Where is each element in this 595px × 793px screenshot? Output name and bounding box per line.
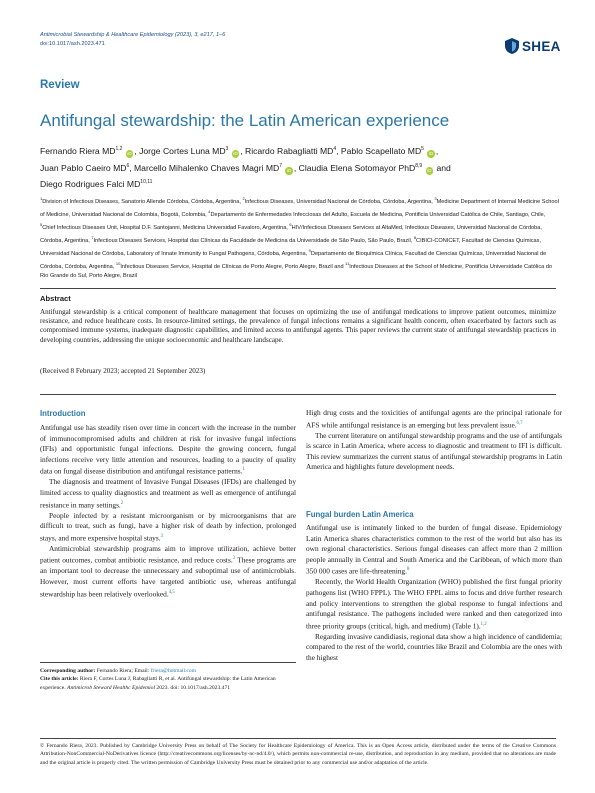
author-affil-sup: 8,9	[415, 163, 423, 170]
body-column-right-top	[306, 408, 562, 473]
divider	[40, 394, 556, 395]
abstract-heading: Abstract	[40, 294, 71, 303]
section-heading-introduction: Introduction	[40, 409, 86, 418]
divider	[40, 662, 296, 663]
citation-ref[interactable]: 4,5	[168, 589, 175, 595]
author-affil-sup: 6	[126, 163, 130, 170]
affil-sup: 6	[289, 221, 292, 227]
citation-ref[interactable]: 3	[232, 556, 236, 562]
logo-text: SHEA	[522, 38, 561, 54]
paragraph: Antifungal use has steadily risen over time in concert with the increase in the number of immunocompromised adults and children at risk for invasive fungal infections (IFIs) and opportunistic fungal infections. Despite the growing concern, fungal infections receive very little attention and resources, leading to a paucity of quality data on fungal disease distribution and antifungal resistance patterns.$^1$	[40, 423, 296, 476]
author-name: , Ricardo Rabagliatti MD	[240, 146, 334, 156]
author-line-2	[40, 163, 451, 175]
article-title: Antifungal stewardship: the Latin American experience	[40, 111, 450, 130]
affil-text: Medicine Department of Internal Medicine School of Medicine, Universidad Nacional de Colombia, Bogotá, Colombia,	[40, 198, 559, 218]
citation-ref[interactable]: 1	[242, 467, 245, 473]
affil-text: Division of Infectious Diseases, Sanatorio Allende Córdoba, Córdoba, Argentina,	[42, 198, 243, 205]
article-type: Review	[40, 79, 80, 91]
author-name: , Marcello Mihalenko Chaves Magri MD	[129, 163, 280, 173]
orcid-icon[interactable]: iD	[428, 151, 434, 156]
paragraph: High drug costs and the toxicities of antifungal agents are the principal rationale for AFS while antifungal resistance is an emerging but less prevalent issue.$^{6,7}$	[306, 408, 562, 430]
paragraph: The diagnosis and treatment of Invasive Fungal Diseases (IFDs) are challenged by limited access to quality diagnostics and treatment as well as emergence of antifungal resistance in many settings.$^2$	[40, 477, 296, 510]
affil-text: Departamento de Enfermedades Infecciosas del Adulto, Escuela de Medicina, Pontificia Universidad Católica de Chile, Santiago, Chile,	[210, 211, 546, 218]
copyright-notice: © Fernando Riera, 2023. Published by Cambridge University Press on behalf of The Society for Healthcare Epidemiology of America. This is an Open Access article, distributed under the terms of the Creative Commons Attribution-NonCommercial-NoDerivatives licence (http://creativecommons.org/licenses/by-nc-nd/4.0/), which permits non-commercial re-use, distribution, and reproduction in any medium, provided that no alterations are made and the original article is properly cited. The written permission of Cambridge University Press must be obtained prior to any commercial use and/or adaptation of the article.	[40, 743, 556, 766]
affil-sup: 7	[91, 234, 94, 240]
author-name: Fernando Riera MD	[40, 146, 116, 156]
paragraph: People infected by a resistant microorganism or by microorganisms that are difficult to treat, such as fungi, have a higher risk of death by infection, prolonged stays, and more expensive hospital stays.$^3$	[40, 510, 296, 543]
affil-text: CIBICI-CONICET, Facultad de Ciencias Químicas, Universidad Nacional de Córdoba, Laboratory of Innate Immunity to Fungal Pathogens, Córdoba, Argentina,	[40, 237, 542, 257]
author-line-3	[40, 179, 152, 189]
affil-sup: 4	[208, 208, 211, 214]
affil-text: Infectious Diseases Services, Hospital das Clínicas da Faculdade de Medicina da Universidade de São Paulo, São Paulo, Brazil,	[93, 237, 414, 244]
author-affil-sup: 7	[279, 163, 282, 170]
author-name: Juan Pablo Caeiro MD	[40, 163, 127, 173]
affil-sup: 3	[434, 196, 437, 201]
author-name: , Claudia Elena Sotomayor PhD	[293, 163, 416, 173]
orcid-icon[interactable]: iD	[127, 151, 132, 156]
email-link[interactable]: friera@hotmail.com	[150, 668, 197, 674]
paragraph: The current literature on antifungal stewardship programs and the use of antifungals is scarce in Latin America, where access to diagnostic and treatment to IFI is difficult. This review summarizes the current status of antifungal stewardship programs in Latin America and highlights future development needs.	[306, 430, 562, 472]
correspondence-block	[40, 667, 296, 692]
affil-text: Departamento de Bioquímica Clínica, Facultad de Ciencias Químicas, Universidad Nacional de Córdoba, Córdoba, Argentina,	[40, 250, 547, 270]
citation-ref[interactable]: 6,7	[516, 420, 523, 426]
affiliations	[40, 194, 560, 281]
affil-text: Chief Infectious Diseases Unit, Hospital D.F. Santojanni, Medicina Universidad Favaloro, Argentina,	[42, 224, 290, 231]
orcid-icon[interactable]: iD	[233, 151, 238, 156]
cite-this-article: Cite this article: Riera F, Cortes Luna J, Rabagliatti R, et al. Antifungal stewardship: the Latin American experience. Antimicrob Steward Healthc Epidemiol 2023. doi: 10.1017/ash.2023.471	[40, 676, 276, 691]
divider	[40, 738, 556, 739]
affil-text: HIV/Infectious Diseases Services at AltaMed, Infectious Diseases, Universidad Nacional de Córdoba, Córdoba, Argentina,	[40, 224, 542, 244]
orcid-icon[interactable]: iD	[286, 168, 292, 173]
divider	[40, 288, 556, 289]
journal-citation: Antimicrobial Stewardship & Healthcare Epidemiology (2023), 3, e217, 1–6	[40, 32, 226, 38]
affil-sup: 5	[40, 221, 43, 227]
affil-sup: 11	[345, 260, 350, 266]
author-name: , Pablo Scapellato MD	[336, 146, 422, 156]
author-affil-sup: 1,2	[115, 146, 123, 153]
author-name: Diego Rodrigues Falci MD	[40, 179, 141, 189]
section-heading-fungal-burden: Fungal burden Latin America	[306, 510, 414, 519]
author-affil-sup: 4	[333, 146, 337, 153]
paragraph: Regarding invasive candidiasis, regional data show a high incidence of candidemia; compared to the rest of the world, countries like Brazil and Colombia are the ones with the highest	[306, 631, 562, 662]
author-conjunction: and	[434, 163, 451, 173]
abstract-text: Antifungal stewardship is a critical component of healthcare management that focuses on optimizing the use of antifungal medications to improve patient outcomes, minimize resistance, and reduce healthcare costs. In resource-limited settings, the prevalence of fungal infections remains a significant health concern, often exacerbated by factors such as compromised immune systems, inadequate diagnostic capabilities, and limited access to antifungal agents. This paper reviews the current state of antifungal stewardship practices in developing countries, addressing the unique socioeconomic and healthcare landscape.	[40, 308, 556, 344]
author-name: , Jorge Cortes Luna MD	[134, 146, 226, 156]
affil-text: Infectious Diseases at the School of Medicine, Pontifícia Universidade Católica do Rio Grande do Sul, Porto Alegre, Brazil	[40, 263, 553, 279]
citation-ref[interactable]: 8	[406, 567, 410, 573]
affil-sup: 8	[413, 234, 417, 240]
paragraph: Antimicrobial stewardship programs aim to improve utilization, achieve better patient outcomes, combat antibiotic resistance, and reduce costs.$^3$ These programs are an important tool to decrease the unnecessary and suboptimal use of antimicrobials. However, most current efforts have targeted antibiotic use, whereas antifungal stewardship has been relatively overlooked.$^{4,5}$	[40, 543, 296, 599]
paragraph: Recently, the World Health Organization (WHO) published the first fungal priority pathogens list (WHO FPPL). The WHO FPPL aims to focus and drive further research and policy interventions to strengthen the global response to fungal infections and antifungal resistance. The pathogens included were ranked and then categorized into three priority groups (critical, high, and medium) (Table 1).$^{1,2}$	[306, 577, 562, 631]
citation-ref[interactable]: 2	[120, 500, 124, 506]
orcid-icon[interactable]: iD	[427, 168, 432, 173]
paragraph: Antifungal use is intimately linked to the burden of fungal disease. Epidemiology Latin America shares characteristics common to the rest of the world but also has its own regional characteristics. Serious fungal diseases can affect more than 2 million people annually in Central and South America and the Caribbean, of which more than 350 000 cases are life-threatening.$^8$	[306, 523, 562, 576]
affil-sup: 2	[242, 196, 245, 201]
doi-link[interactable]: doi:10.1017/ash.2023.471	[40, 41, 105, 47]
body-column-right-bottom	[306, 523, 562, 664]
affil-text: Infectious Diseases, Universidad Nacional de Córdoba, Córdoba, Argentina,	[244, 198, 435, 205]
citation-ref[interactable]: 1,2	[480, 621, 487, 627]
shea-logo	[505, 36, 561, 56]
author-affil-sup: 3	[225, 146, 229, 153]
author-affil-sup: 5	[421, 146, 424, 153]
author-affil-sup: 10,11	[140, 179, 153, 186]
citation-ref[interactable]: 3	[160, 533, 163, 539]
author-line-1: Fernando Riera MD$^{1,2}$ iD , Jorge Cortes Luna $MD^3$ iD , Ricardo Rabagliatti $MD^4$, Pablo Scapellato $MD^5$ iD ,	[40, 146, 439, 156]
affil-sup: 9	[308, 247, 311, 253]
body-column-left	[40, 423, 296, 600]
received-dates: (Received 8 February 2023; accepted 21 September 2023)	[40, 367, 206, 375]
corresponding-author: Corresponding author: Fernando Riera; Email: friera@hotmail.com	[40, 668, 197, 674]
affil-sup: 1	[40, 196, 43, 201]
affil-text: Infectious Diseases Service, Hospital de Clínicas de Porto Alegre, Porto Alegre, Brazil and	[120, 263, 346, 270]
shea-logo-icon	[505, 38, 519, 54]
affil-sup: 10	[115, 260, 121, 266]
